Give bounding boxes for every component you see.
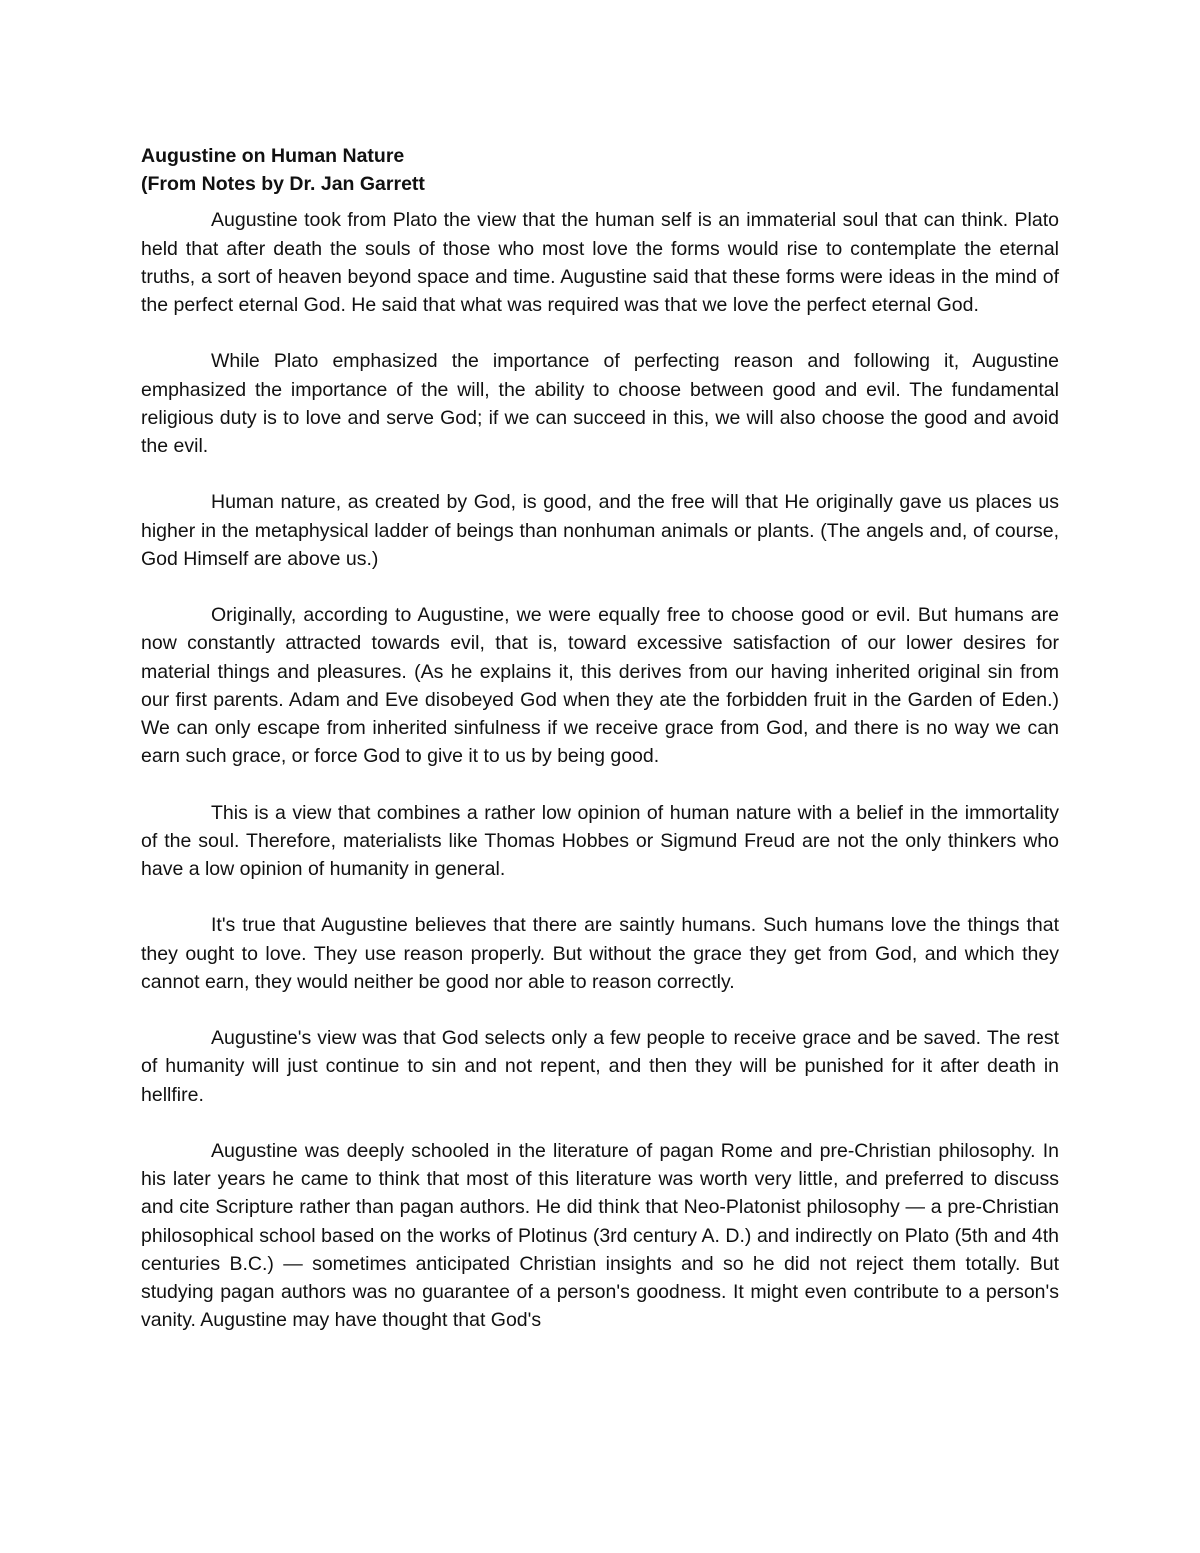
document-body bbox=[141, 142, 1059, 1334]
paragraph-will: While Plato emphasized the importance of perfecting reason and following it, Augustine emphasized the importance of the will, the ability to choose between good and evil. The fundamental religious duty is to love and serve God; if we can succeed in this, we will also choose the good and avoid the evil. bbox=[141, 350, 1059, 458]
paragraph-pagan-literature: Augustine was deeply schooled in the literature of pagan Rome and pre-Christian philosophy. In his later years he came to think that most of this literature was worth very little, and preferred to discuss and cite Scripture rather than pagan authors. He did think that Neo-Platonist philosophy — a pre-Christian philosophical school based on the works of Plotinus (3rd century A. D.) and indirectly on Plato (5th and 4th centuries B.C.) — sometimes anticipated Christian insights and so he did not reject them totally. But studying pagan authors was no guarantee of a person's goodness. It might even contribute to a person's vanity. Augustine may have thought that God's bbox=[141, 1140, 1059, 1332]
paragraph-grace-selection: Augustine's view was that God selects only a few people to receive grace and be saved. The rest of humanity will just continue to sin and not repent, and then they will be punished for it after death in hellfire. bbox=[141, 1027, 1059, 1106]
paragraph-human-nature: Human nature, as created by God, is good, and the free will that He originally gave us places us higher in the metaphysical ladder of beings than nonhuman animals or plants. (The angels and, of course, God Himself are above us.) bbox=[141, 491, 1059, 570]
paragraph-original-sin: Originally, according to Augustine, we were equally free to choose good or evil. But humans are now constantly attracted towards evil, that is, toward excessive satisfaction of our lower desires for material things and pleasures. (As he explains it, this derives from our having inherited original sin from our first parents. Adam and Eve disobeyed God when they ate the forbidden fruit in the Garden of Eden.) We can only escape from inherited sinfulness if we receive grace from God, and there is no way we can earn such grace, or force God to give it to us by being good. bbox=[141, 604, 1059, 768]
paragraph-plato-soul: Augustine took from Plato the view that the human self is an immaterial soul that can think. Plato held that after death the souls of those who most love the forms would rise to contemplate the eternal truths, a sort of heaven beyond space and time. Augustine said that these forms were ideas in the mind of the perfect eternal God. He said that what was required was that we love the perfect eternal God. bbox=[141, 209, 1059, 317]
paragraph-saintly-humans: It's true that Augustine believes that there are saintly humans. Such humans love the things that they ought to love. They use reason properly. But without the grace they get from God, and which they cannot earn, they would neither be good nor able to reason correctly. bbox=[141, 914, 1059, 993]
document-title: Augustine on Human Nature bbox=[141, 145, 405, 167]
document-subtitle: (From Notes by Dr. Jan Garrett bbox=[141, 173, 425, 196]
paragraph-low-opinion: This is a view that combines a rather low opinion of human nature with a belief in the immortality of the soul. Therefore, materialists like Thomas Hobbes or Sigmund Freud are not the only thinkers who have a low opinion of humanity in general. bbox=[141, 801, 1059, 881]
